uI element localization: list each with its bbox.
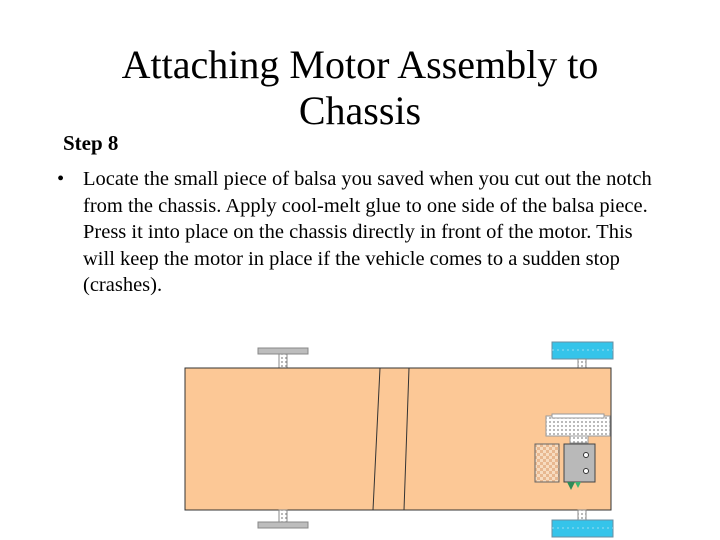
front-axle-top-icon xyxy=(258,348,308,368)
rear-wheel-top-icon xyxy=(552,342,613,368)
balsa-piece-icon xyxy=(535,444,559,482)
step-label: Step 8 xyxy=(63,131,119,155)
instruction-text: Locate the small piece of balsa you saved when you cut out the notch from the chassis. Apply cool-melt glue to one side of the balsa piece. Press it into place on the chassis directly in front of the motor. This will keep the motor in place if the vehicle comes to a sudden stop (crashes). xyxy=(83,168,652,296)
slide-title: Attaching Motor Assembly to Chassis xyxy=(121,42,599,133)
front-axle-bottom-icon xyxy=(258,510,308,528)
rear-wheel-bottom-icon xyxy=(552,510,613,537)
bullet-icon: • xyxy=(57,168,65,190)
